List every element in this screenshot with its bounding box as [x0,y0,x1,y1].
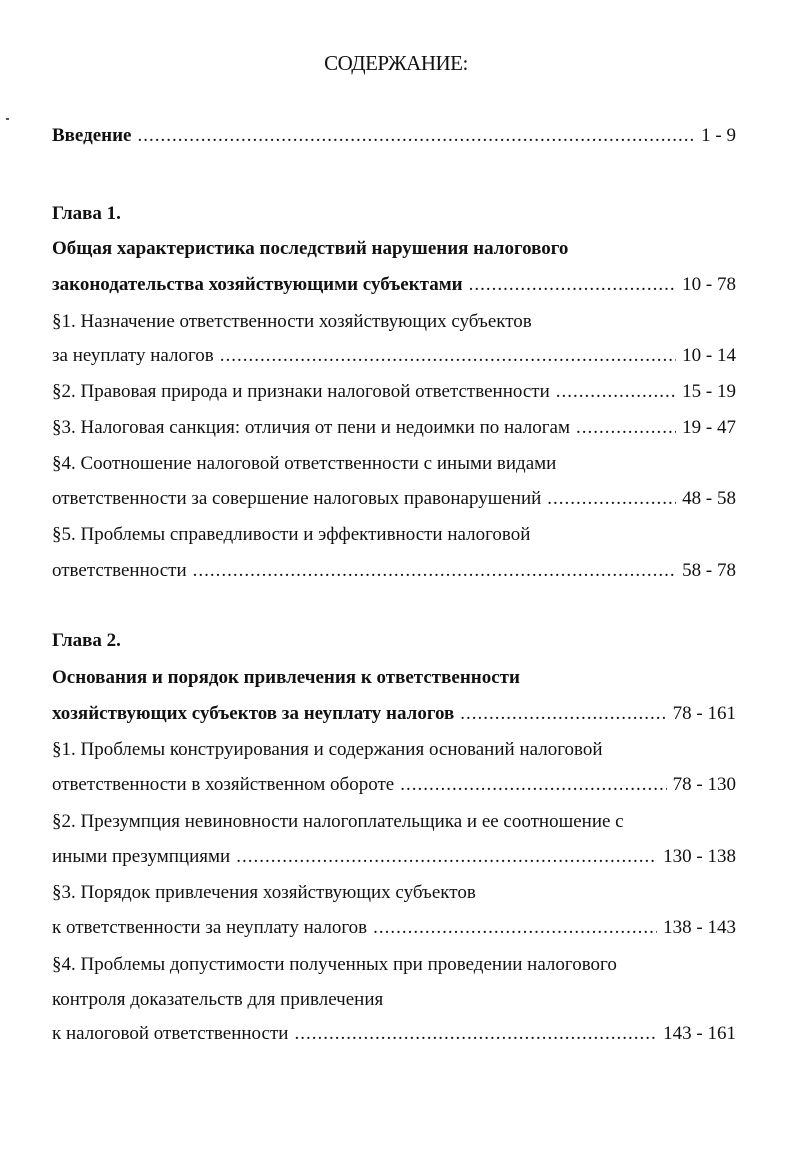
ch2-sec2-pages: 130 - 138 [663,846,736,867]
dot-leader [138,124,696,148]
toc-entry-chapter2[interactable] [52,702,736,726]
ch1-sec3-pages: 19 - 47 [682,417,736,438]
chapter2-title-line1: Основания и порядок привлечения к ответственности [52,667,520,688]
ch1-sec4-line2: ответственности за совершение налоговых правонарушений [52,488,542,509]
chapter1-title-line2: законодательства хозяйствующими субъектами [52,274,463,295]
dot-leader [547,487,676,511]
ch2-sec3-pages: 138 - 143 [663,917,736,938]
ch1-sec3-line1: §3. Налоговая санкция: отличия от пени и недоимки по налогам [52,417,570,438]
ch2-sec4-line3: к налоговой ответственности [52,1023,289,1044]
ch1-sec1-pages: 10 - 14 [682,345,736,366]
ch1-sec4-pages: 48 - 58 [682,488,736,509]
dot-leader [556,380,676,404]
chapter2-title-line2: хозяйствующих субъектов за неуплату налогов [52,703,455,724]
ch2-sec3-line2: к ответственности за неуплату налогов [52,917,368,938]
chapter1-pages: 10 - 78 [682,274,736,295]
ch2-sec1-line2: ответственности в хозяйственном обороте [52,774,395,795]
dot-leader [193,559,677,583]
ch2-sec2-line2: иными презумпциями [52,846,231,867]
dot-leader [236,845,657,869]
toc-entry-ch2-sec3[interactable] [52,916,736,940]
dot-leader [576,416,676,440]
toc-entry-ch1-sec5[interactable] [52,559,736,583]
ch2-sec1-pages: 78 - 130 [672,774,736,795]
ch2-sec1-line1: §1. Проблемы конструирования и содержания оснований налоговой [52,739,603,760]
ch1-sec2-line1: §2. Правовая природа и признаки налоговой ответственности [52,381,550,402]
ch2-sec4-line2: контроля доказательств для привлечения [52,989,384,1010]
ch2-sec3-line1: §3. Порядок привлечения хозяйствующих субъектов [52,882,476,903]
toc-entry-ch2-sec1[interactable] [52,773,736,797]
toc-entry-chapter1[interactable] [52,273,736,297]
dot-leader [294,1022,657,1046]
ch1-sec5-line2: ответственности [52,560,187,581]
ch1-sec1-line1: §1. Назначение ответственности хозяйствующих субъектов [52,311,532,332]
ch1-sec4-line1: §4. Соотношение налоговой ответственности с иными видами [52,453,557,474]
dot-leader [373,916,657,940]
ch2-sec2-line1: §2. Презумпция невиновности налогоплательщика и ее соотношение с [52,811,624,832]
page-title: СОДЕРЖАНИЕ: [324,51,468,75]
ch2-sec4-pages: 143 - 161 [663,1023,736,1044]
toc-entry-ch2-sec2[interactable] [52,845,736,869]
ch1-sec1-line2: за неуплату налогов [52,345,214,366]
toc-intro-label: Введение [52,125,132,146]
dot-leader [469,273,677,297]
ch1-sec5-pages: 58 - 78 [682,560,736,581]
toc-entry-ch1-sec1[interactable] [52,344,736,368]
ch1-sec2-pages: 15 - 19 [682,381,736,402]
ch1-sec5-line1: §5. Проблемы справедливости и эффективности налоговой [52,524,531,545]
dot-leader [220,344,676,368]
scan-speck [6,118,9,120]
toc-entry-intro[interactable] [52,124,736,148]
chapter1-heading: Глава 1. [52,203,121,224]
chapter1-title-line1: Общая характеристика последствий нарушения налогового [52,238,569,259]
dot-leader [400,773,666,797]
chapter2-pages: 78 - 161 [672,703,736,724]
toc-entry-ch2-sec4[interactable] [52,1022,736,1046]
toc-entry-ch1-sec4[interactable] [52,487,736,511]
toc-intro-pages: 1 - 9 [701,125,736,146]
dot-leader [460,702,666,726]
chapter2-heading: Глава 2. [52,630,121,651]
ch2-sec4-line1: §4. Проблемы допустимости полученных при проведении налогового [52,954,617,975]
toc-entry-ch1-sec3[interactable] [52,416,736,440]
toc-entry-ch1-sec2[interactable] [52,380,736,404]
